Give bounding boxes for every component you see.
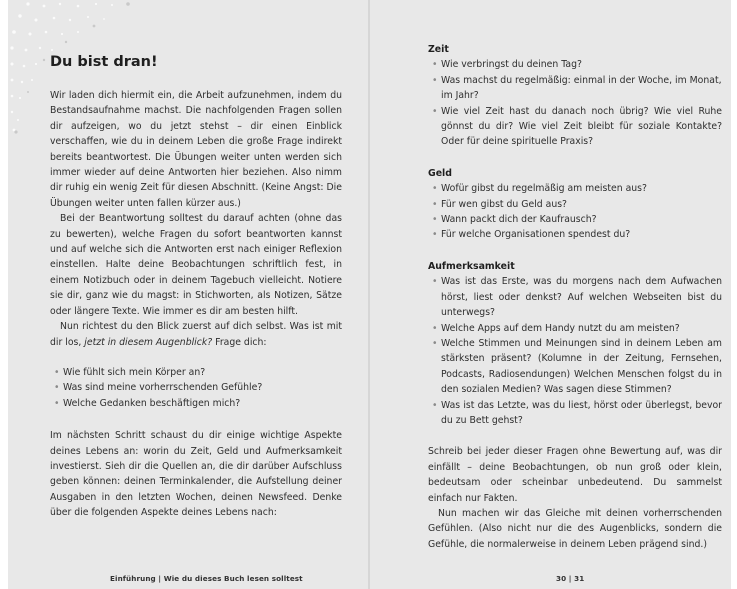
spacer	[50, 411, 342, 428]
spacer	[428, 428, 722, 444]
instructions-paragraph: Bei der Beantwortung solltest du darauf achten (ohne das zu bewerten), welche Fragen du sofort beantworten kannst und auf welche sich die Antworten erst nach einiger Reflexion einstellen. Halte deine Beobachtungen schriftlich fest, in einem Notizbuch oder in deinem Tagebuch vielleicht. Notiere sie dir, ganz wie du magst: in Stichworten, als Notizen, Sätze oder längere Texte. Wie immer es dir am besten hilft.	[50, 213, 342, 317]
bullet-icon: •	[432, 198, 438, 210]
list-item-text: Was ist das Erste, was du morgens nach dem Aufwachen hörst, liest oder denkst? Auf welchen Webseiten bist du unterwegs?	[441, 276, 722, 319]
self-reflection-text: Nun richtest du den Blick zuerst auf dich selbst. Was ist mit dir los,	[50, 321, 342, 348]
section-heading-time: Zeit	[428, 44, 449, 55]
list-item	[428, 104, 722, 150]
list-item	[50, 396, 342, 411]
aspects-paragraph: Im nächsten Schritt schaust du dir einige wichtige Aspekte deines Lebens an: worin du Zeit, Geld und Aufmerksamkeit investierst. Sieh dir die Quellen an, die dir darüber Aufschluss geben können: deinen Terminkalender, die Aufstellung deiner Ausgaben in den letzten Wochen, deinen Newsfeed. Denke über die folgenden Aspekte deines Lebens nach:	[50, 430, 342, 519]
attention-questions-list	[428, 274, 722, 428]
list-item-text: Wie verbringst du deinen Tag?	[441, 59, 582, 71]
list-item-text: Für wen gibst du Geld aus?	[441, 198, 567, 210]
list-item-text: Welche Stimmen und Meinungen sind in deinem Leben am stärksten präsent? (Kolumne in der Zeitung, Fernsehen, Podcasts, Radiosendungen) Welchen Menschen folgst du in den sozialen Medien? Was sagen diese Stimmen?	[441, 337, 722, 396]
bullet-icon: •	[432, 74, 438, 86]
left-column	[50, 88, 342, 521]
bullet-icon: •	[432, 214, 438, 226]
time-questions-list	[428, 57, 722, 149]
intro-paragraph: Wir laden dich hiermit ein, die Arbeit aufzunehmen, indem du Bestandsaufnahme machst. Die nachfolgenden Fragen sollen dir aufzeigen, wo du jetzt stehst – dir einen Einblick verschaffen, wie du in deinem Leben die große Frage indirekt bereits beantwortest. Die Übungen weiter unten werden sich immer wieder auf deine Antworten hier beziehen. Also nimm dir ruhig ein wenig Zeit für diesen Abschnitt. (Keine Angst: Die Übungen weiter unten fallen kürzer aus.)	[50, 90, 342, 209]
self-reflection-emphasis: jetzt in diesem Augenblick?	[84, 336, 213, 348]
page-numbers: 30 | 31	[556, 574, 585, 583]
bullet-icon: •	[432, 105, 438, 117]
page-title: Du bist dran!	[50, 54, 158, 70]
bullet-icon: •	[432, 59, 438, 71]
money-questions-list	[428, 181, 722, 243]
running-footer: Einführung | Wie du dieses Buch lesen solltest	[110, 574, 303, 583]
bullet-icon: •	[54, 366, 60, 378]
spacer	[428, 150, 722, 166]
list-item	[428, 73, 722, 104]
self-reflection-tail: Frage dich:	[212, 336, 267, 348]
spacer	[428, 243, 722, 259]
list-item	[428, 274, 722, 320]
spacer	[50, 350, 342, 365]
list-item	[50, 365, 342, 380]
bullet-icon: •	[432, 276, 438, 288]
list-item	[428, 197, 722, 212]
list-item-text: Was sind meine vorherrschenden Gefühle?	[63, 382, 263, 394]
list-item	[428, 398, 722, 429]
bullet-icon: •	[432, 399, 438, 411]
list-item	[428, 212, 722, 227]
bullet-icon: •	[54, 382, 60, 394]
list-item-text: Welche Gedanken beschäftigen mich?	[63, 397, 241, 409]
summary-paragraph: Schreib bei jeder dieser Fragen ohne Bewertung auf, was dir einfällt – deine Beobachtungen, ob nun groß oder klein, bedeutsam oder scheinbar unbedeutend. Du sammelst einfach nur Fakten.	[428, 446, 722, 504]
section-heading-money: Geld	[428, 167, 452, 179]
list-item-text: Wofür gibst du regelmäßig am meisten aus?	[441, 183, 647, 195]
list-item-text: Was machst du regelmäßig: einmal in der Woche, im Monat, im Jahr?	[441, 74, 722, 102]
list-item	[428, 336, 722, 398]
self-questions-list	[50, 365, 342, 411]
list-item	[428, 57, 722, 72]
list-item-text: Was ist das Letzte, was du liest, hörst oder überlegst, bevor du zu Bett gehst?	[441, 399, 722, 426]
self-reflection-paragraph	[50, 319, 342, 350]
list-item-text: Wie fühlt sich mein Körper an?	[63, 366, 206, 378]
section-heading-attention: Aufmerksamkeit	[428, 260, 515, 272]
bullet-icon: •	[432, 337, 438, 349]
list-item	[428, 227, 722, 242]
list-item-text: Welche Apps auf dem Handy nutzt du am meisten?	[441, 322, 680, 334]
list-item-text: Wann packt dich der Kaufrausch?	[441, 214, 597, 226]
right-column	[428, 42, 722, 552]
list-item	[428, 181, 722, 196]
feelings-paragraph: Nun machen wir das Gleiche mit deinen vorherrschenden Gefühlen. (Also nicht nur die des Augenblicks, sondern die Gefühle, die normalerweise in deinem Leben prägend sind.)	[428, 507, 722, 550]
bullet-icon: •	[432, 183, 438, 195]
bullet-icon: •	[432, 322, 438, 334]
list-item	[428, 321, 722, 336]
bullet-icon: •	[432, 229, 438, 241]
bullet-icon: •	[54, 397, 60, 409]
list-item-text: Für welche Organisationen spendest du?	[441, 229, 631, 241]
list-item	[50, 380, 342, 395]
list-item-text: Wie viel Zeit hast du danach noch übrig? Wie viel Ruhe gönnst du dir? Wie viel Zeit bleibt für soziale Kontakte? Oder für deine spirituelle Praxis?	[441, 105, 722, 148]
